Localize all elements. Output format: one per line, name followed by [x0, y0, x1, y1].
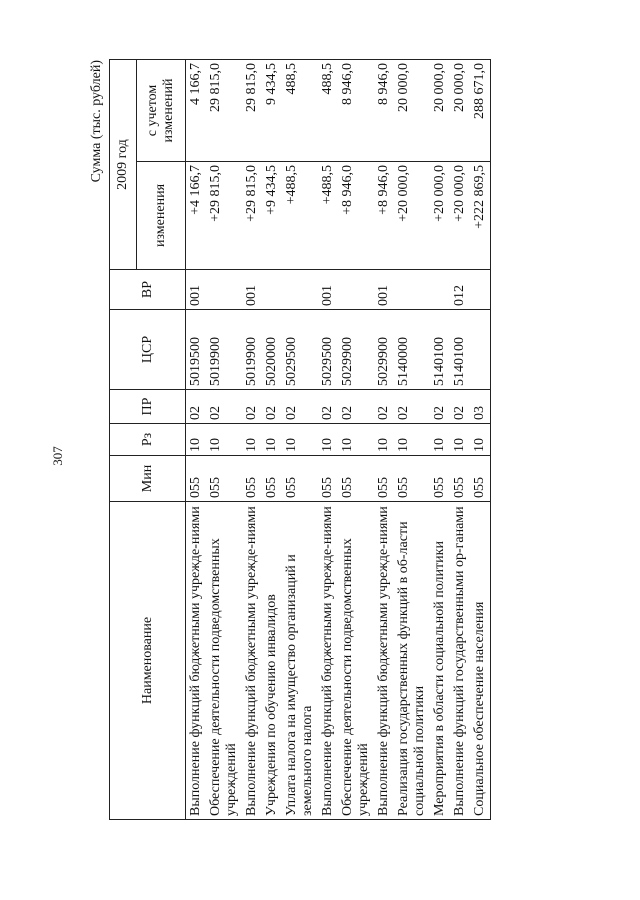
- row-csr: 5140100: [450, 310, 470, 390]
- table-row: [394, 60, 430, 820]
- row-rz: 10: [186, 424, 207, 456]
- row-min: 055: [282, 456, 318, 502]
- row-name: Выполнение функций государственными ор-ганами: [450, 502, 470, 820]
- row-csr: 5019500: [186, 310, 207, 390]
- row-total: 20 000,0: [394, 60, 430, 162]
- row-min: 055: [318, 456, 338, 502]
- page-number: 307: [50, 446, 65, 466]
- table-row: [430, 60, 450, 820]
- row-name: Выполнение функций бюджетными учрежде-ниями: [242, 502, 262, 820]
- row-vr: [262, 270, 282, 310]
- row-changes: +222 869,5: [470, 162, 491, 270]
- row-changes: +20 000,0: [394, 162, 430, 270]
- row-total: 20 000,0: [430, 60, 450, 162]
- header-name: Наименование: [110, 502, 186, 820]
- row-min: 055: [338, 456, 374, 502]
- table-row: [450, 60, 470, 820]
- row-vr: [338, 270, 374, 310]
- row-min: 055: [206, 456, 242, 502]
- row-total: 8 946,0: [338, 60, 374, 162]
- row-total: 29 815,0: [242, 60, 262, 162]
- header-vr: ВР: [110, 270, 186, 310]
- header-changes: изменения: [137, 162, 186, 270]
- row-vr: 001: [186, 270, 207, 310]
- row-vr: [470, 270, 491, 310]
- table-row: [206, 60, 242, 820]
- row-rz: 10: [318, 424, 338, 456]
- row-rz: 10: [338, 424, 374, 456]
- row-changes: +488,5: [318, 162, 338, 270]
- row-changes: +8 946,0: [338, 162, 374, 270]
- row-vr: [206, 270, 242, 310]
- row-changes: +8 946,0: [374, 162, 394, 270]
- row-csr: 5140100: [430, 310, 450, 390]
- row-rz: 10: [470, 424, 491, 456]
- row-rz: 10: [374, 424, 394, 456]
- row-pr: 02: [318, 390, 338, 424]
- row-vr: 001: [374, 270, 394, 310]
- row-pr: 02: [430, 390, 450, 424]
- row-csr: [470, 310, 491, 390]
- table-row: [242, 60, 262, 820]
- row-total: 29 815,0: [206, 60, 242, 162]
- table-row: [262, 60, 282, 820]
- rotated-page: [87, 60, 557, 820]
- row-name: Уплата налога на имущество организаций и земельного налога: [282, 502, 318, 820]
- row-min: 055: [394, 456, 430, 502]
- row-rz: 10: [282, 424, 318, 456]
- row-name: Обеспечение деятельности подведомственных учреждений: [206, 502, 242, 820]
- row-pr: 02: [186, 390, 207, 424]
- row-vr: 012: [450, 270, 470, 310]
- row-total: 4 166,7: [186, 60, 207, 162]
- header-with-changes: с учетом изменений: [137, 60, 186, 162]
- row-vr: [282, 270, 318, 310]
- row-name: Обеспечение деятельности подведомственных учреждений: [338, 502, 374, 820]
- row-min: 055: [450, 456, 470, 502]
- row-changes: +29 815,0: [242, 162, 262, 270]
- row-total: 9 434,5: [262, 60, 282, 162]
- row-rz: 10: [430, 424, 450, 456]
- row-changes: +29 815,0: [206, 162, 242, 270]
- row-rz: 10: [450, 424, 470, 456]
- row-min: 055: [430, 456, 450, 502]
- row-pr: 02: [450, 390, 470, 424]
- row-pr: 02: [262, 390, 282, 424]
- row-total: 20 000,0: [450, 60, 470, 162]
- row-pr: 02: [394, 390, 430, 424]
- header-pr: ПР: [110, 390, 186, 424]
- row-name: Реализация государственных функций в об-ласти социальной политики: [394, 502, 430, 820]
- row-min: 055: [262, 456, 282, 502]
- row-rz: 10: [206, 424, 242, 456]
- row-min: 055: [374, 456, 394, 502]
- table-row: [338, 60, 374, 820]
- row-vr: 001: [318, 270, 338, 310]
- table-row: [374, 60, 394, 820]
- row-total: 488,5: [282, 60, 318, 162]
- row-csr: 5140000: [394, 310, 430, 390]
- budget-table: [109, 59, 491, 820]
- row-changes: +9 434,5: [262, 162, 282, 270]
- row-changes: +4 166,7: [186, 162, 207, 270]
- row-vr: [430, 270, 450, 310]
- row-rz: 10: [242, 424, 262, 456]
- row-vr: [394, 270, 430, 310]
- row-csr: 5029900: [374, 310, 394, 390]
- table-row: [470, 60, 491, 820]
- row-csr: 5029900: [338, 310, 374, 390]
- row-total: 288 671,0: [470, 60, 491, 162]
- row-changes: +20 000,0: [430, 162, 450, 270]
- row-csr: 5019900: [206, 310, 242, 390]
- table-body: [186, 60, 491, 820]
- row-changes: +20 000,0: [450, 162, 470, 270]
- row-pr: 02: [338, 390, 374, 424]
- table-row: [186, 60, 207, 820]
- row-min: 055: [470, 456, 491, 502]
- unit-caption: Сумма (тыс. рублей): [89, 60, 104, 183]
- row-pr: 02: [206, 390, 242, 424]
- row-csr: 5029500: [282, 310, 318, 390]
- row-csr: 5019900: [242, 310, 262, 390]
- header-year: 2009 год: [110, 60, 137, 270]
- header-min: Мин: [110, 456, 186, 502]
- row-name: Выполнение функций бюджетными учрежде-ниями: [318, 502, 338, 820]
- row-pr: 02: [374, 390, 394, 424]
- table-row: [282, 60, 318, 820]
- row-total: 8 946,0: [374, 60, 394, 162]
- row-vr: 001: [242, 270, 262, 310]
- row-min: 055: [242, 456, 262, 502]
- row-pr: 02: [282, 390, 318, 424]
- row-name: Социальное обеспечение населения: [470, 502, 491, 820]
- row-name: Мероприятия в области социальной политики: [430, 502, 450, 820]
- row-min: 055: [186, 456, 207, 502]
- table-header: [110, 60, 186, 820]
- row-changes: +488,5: [282, 162, 318, 270]
- row-csr: 5029500: [318, 310, 338, 390]
- row-rz: 10: [262, 424, 282, 456]
- row-rz: 10: [394, 424, 430, 456]
- row-name: Учреждения по обучению инвалидов: [262, 502, 282, 820]
- row-name: Выполнение функций бюджетными учрежде-ниями: [186, 502, 207, 820]
- table-row: [318, 60, 338, 820]
- header-rz: Рз: [110, 424, 186, 456]
- row-name: Выполнение функций бюджетными учрежде-ниями: [374, 502, 394, 820]
- row-pr: 03: [470, 390, 491, 424]
- row-pr: 02: [242, 390, 262, 424]
- row-total: 488,5: [318, 60, 338, 162]
- row-csr: 5020000: [262, 310, 282, 390]
- header-csr: ЦСР: [110, 310, 186, 390]
